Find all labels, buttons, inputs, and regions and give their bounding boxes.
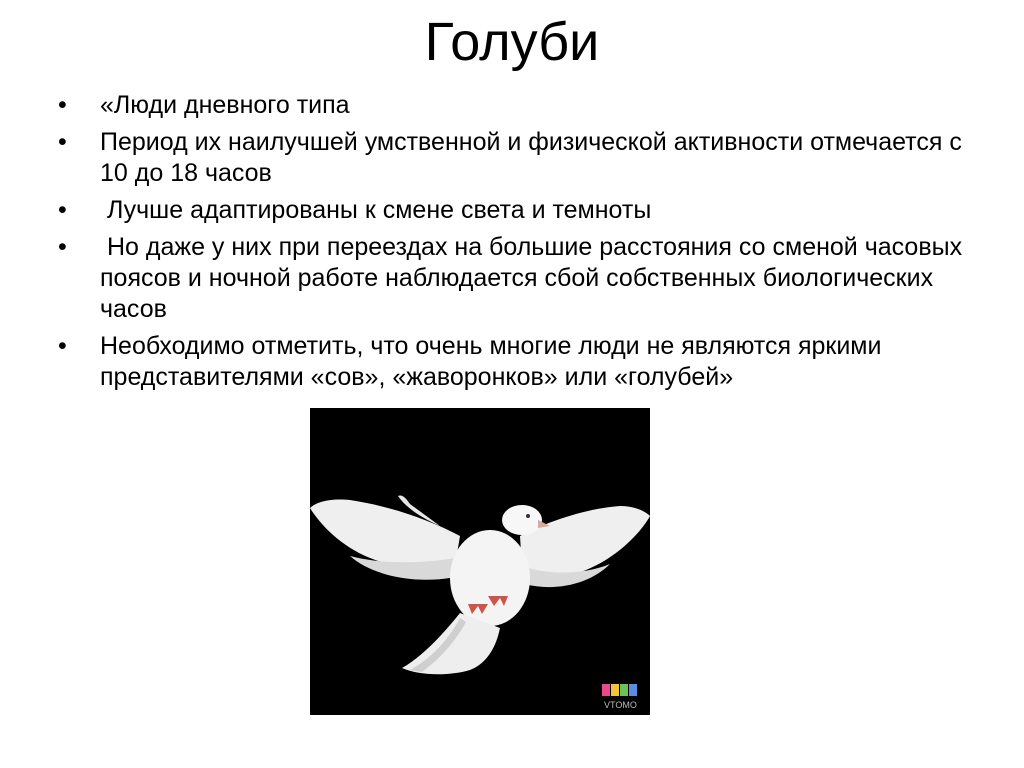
bullet-text: Но даже у них при переездах на большие расстояния со сменой часовых поясов и ночной работе наблюдается сбой собственных биологических часов [100,233,970,323]
svg-text:VTOMO: VTOMO [604,700,637,710]
slide-title: Голуби [424,12,600,72]
bullet-list [58,90,978,399]
bullet-dot-icon: • [58,91,67,119]
dove-illustration-icon [310,408,650,715]
bullet-dot-icon: • [58,128,67,156]
bullet-item [58,90,978,121]
dove-image [310,408,650,715]
bullet-item [58,127,978,189]
bullet-text: «Люди дневного типа [100,91,350,119]
bullet-text: Лучше адаптированы к смене света и темноты [100,196,652,224]
bullet-dot-icon: • [58,233,67,261]
bullet-item [58,232,978,325]
bullet-text: Необходимо отметить, что очень многие люди не являются яркими представителями «сов», «жаворонков» или «голубей» [100,332,882,391]
bullet-dot-icon: • [58,332,67,360]
bullet-item [58,195,978,226]
bullet-item [58,331,978,393]
dove-body-icon [450,530,530,626]
bullet-text: Период их наилучшей умственной и физической активности отмечается с 10 до 18 часов [100,128,962,187]
bullet-dot-icon: • [58,196,67,224]
